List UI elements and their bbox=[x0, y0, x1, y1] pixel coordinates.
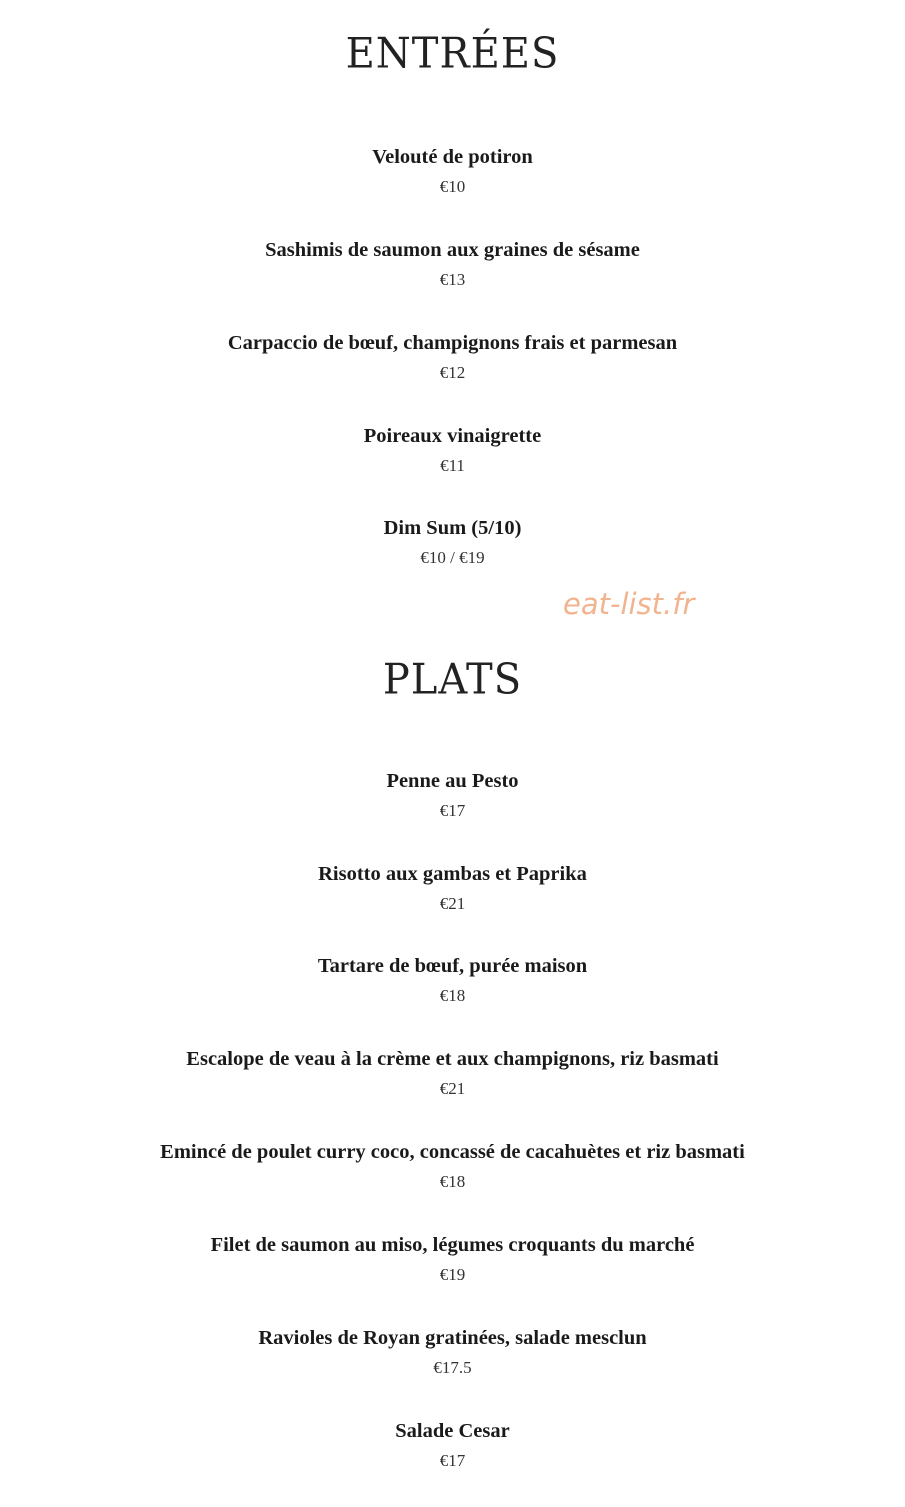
menu-item-name: Poireaux vinaigrette bbox=[363, 425, 542, 447]
menu-item-price: €12 bbox=[439, 363, 466, 382]
menu-item-name: Carpaccio de bœuf, champignons frais et parmesan bbox=[227, 332, 678, 354]
menu-item-name: Filet de saumon au miso, légumes croquants du marché bbox=[210, 1234, 695, 1256]
menu-item bbox=[0, 1233, 905, 1285]
menu-item bbox=[0, 769, 905, 821]
menu-item-price: €10 / €19 bbox=[420, 548, 485, 567]
menu-item-name: Dim Sum (5/10) bbox=[383, 517, 522, 539]
menu-item-price: €21 bbox=[439, 894, 466, 913]
menu-item-price: €11 bbox=[440, 456, 465, 475]
menu-item-price: €17 bbox=[439, 1451, 466, 1470]
menu-item bbox=[0, 954, 905, 1006]
section-title-entrees: ENTRÉES bbox=[345, 29, 560, 79]
menu-item bbox=[0, 238, 905, 290]
menu-item bbox=[0, 1326, 905, 1378]
menu-item-name: Salade Cesar bbox=[395, 1420, 510, 1442]
menu-item-price: €10 bbox=[439, 177, 466, 196]
menu-item-price: €18 bbox=[439, 986, 466, 1005]
menu-item-price: €21 bbox=[439, 1079, 466, 1098]
menu-item-name: Emincé de poulet curry coco, concassé de cacahuètes et riz basmati bbox=[160, 1141, 745, 1163]
menu-item-price: €19 bbox=[439, 1265, 466, 1284]
menu-item-price: €17.5 bbox=[433, 1358, 472, 1377]
menu-item-name: Ravioles de Royan gratinées, salade mesclun bbox=[258, 1327, 647, 1349]
menu-item-price: €17 bbox=[439, 801, 466, 820]
menu-item-price: €13 bbox=[439, 270, 466, 289]
menu-item-name: Escalope de veau à la crème et aux champignons, riz basmati bbox=[186, 1048, 719, 1070]
menu-item-name: Velouté de potiron bbox=[372, 146, 533, 168]
menu-item bbox=[0, 145, 905, 197]
menu-item bbox=[0, 424, 905, 476]
menu-item-name: Penne au Pesto bbox=[386, 770, 519, 792]
menu-item bbox=[0, 1140, 905, 1192]
menu-item bbox=[0, 516, 905, 568]
menu-item-name: Tartare de bœuf, purée maison bbox=[317, 955, 588, 977]
menu-item bbox=[0, 331, 905, 383]
section-title-plats: PLATS bbox=[382, 655, 523, 705]
menu-item-name: Sashimis de saumon aux graines de sésame bbox=[265, 239, 640, 261]
watermark: eat-list.fr bbox=[563, 587, 695, 621]
menu-item bbox=[0, 862, 905, 914]
menu-item-price: €18 bbox=[439, 1172, 466, 1191]
menu-item bbox=[0, 1419, 905, 1471]
menu-item-name: Risotto aux gambas et Paprika bbox=[318, 863, 587, 885]
menu-item bbox=[0, 1047, 905, 1099]
